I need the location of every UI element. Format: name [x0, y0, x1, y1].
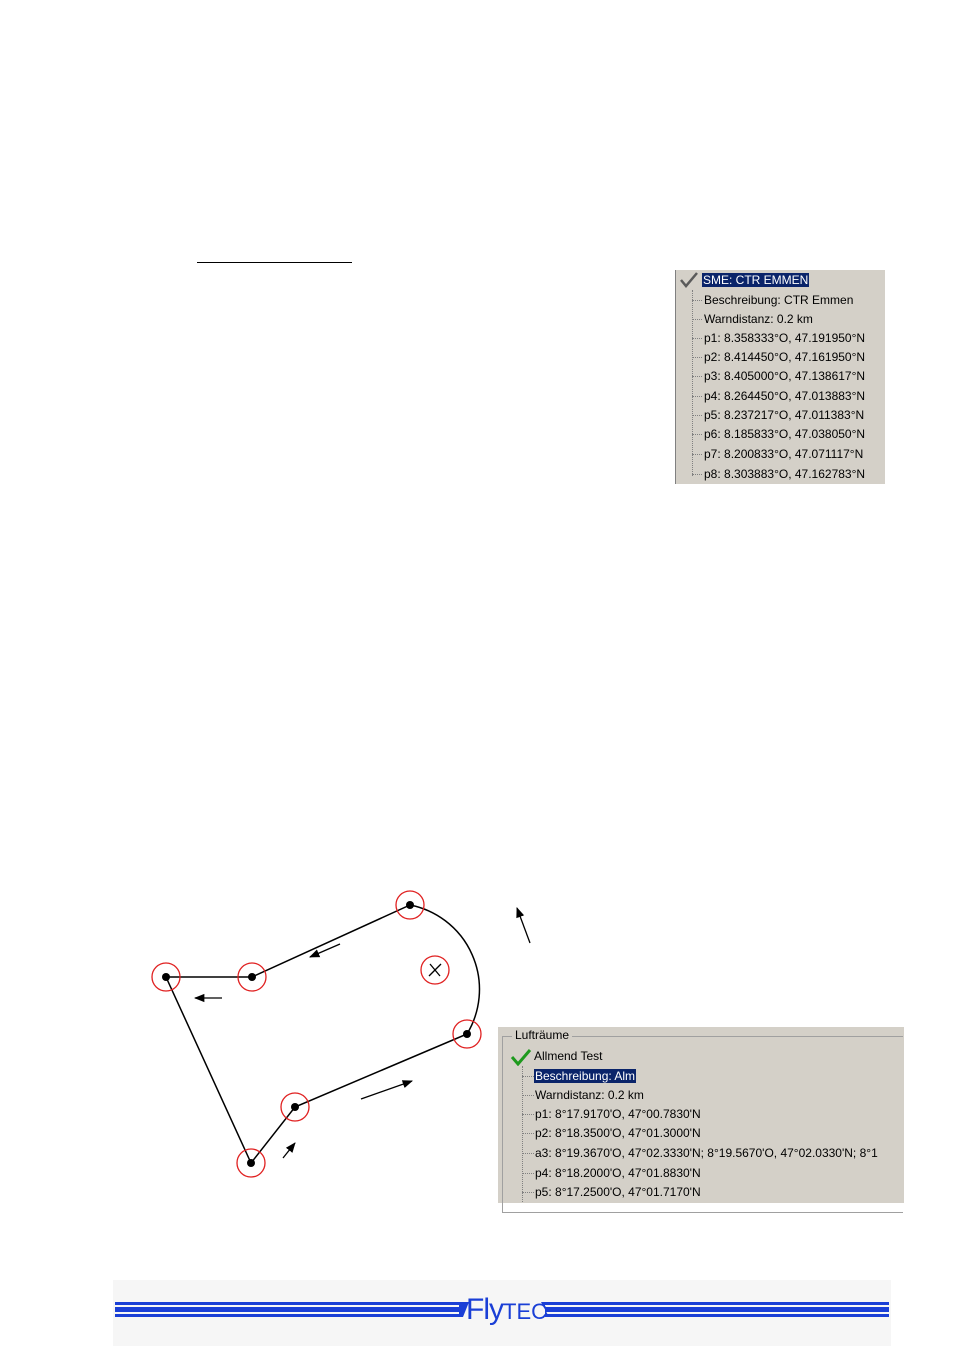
- tree-item[interactable]: p7: 8.200833°O, 47.071117°N: [704, 447, 864, 461]
- direction-arrow: [283, 1143, 295, 1158]
- airspace-tree-content: [498, 1027, 904, 1203]
- tree-item[interactable]: p4: 8.264450°O, 47.013883°N: [704, 389, 866, 403]
- tree-item[interactable]: Warndistanz: 0.2 km: [704, 312, 813, 326]
- tree-item[interactable]: p5: 8°17.2500'O, 47°01.7170'N: [535, 1185, 701, 1199]
- direction-arrow: [517, 908, 530, 943]
- tree-item[interactable]: Warndistanz: 0.2 km: [535, 1088, 644, 1102]
- tree-item[interactable]: p2: 8°18.3500'O, 47°01.3000'N: [535, 1126, 701, 1140]
- tree-connector: [522, 1066, 523, 1202]
- tree-item[interactable]: p3: 8.405000°O, 47.138617°N: [704, 369, 866, 383]
- tree-root-label: SME: CTR EMMEN: [703, 273, 809, 287]
- airspace-outline: [166, 905, 479, 1163]
- tree-item[interactable]: p5: 8.237217°O, 47.011383°N: [704, 408, 865, 422]
- cross-icon: [429, 964, 441, 976]
- tree-item[interactable]: p1: 8.358333°O, 47.191950°N: [704, 331, 866, 345]
- tree-item-selected[interactable]: Beschreibung: Alm: [535, 1069, 636, 1083]
- flytec-logo: FlyTEC: [466, 1293, 547, 1326]
- tree-item[interactable]: a3: 8°19.3670'O, 47°02.3330'N; 8°19.5670'O, 47°02.0330'N; 8°1: [535, 1146, 878, 1160]
- direction-arrow: [310, 944, 340, 957]
- tree-root-label: Allmend Test: [534, 1049, 603, 1063]
- tree-item[interactable]: Beschreibung: CTR Emmen: [704, 293, 854, 307]
- tree-item[interactable]: p8: 8.303883°O, 47.162783°N: [704, 467, 866, 481]
- tree-item[interactable]: p1: 8°17.9170'O, 47°00.7830'N: [535, 1107, 701, 1121]
- groupbox-label: Lufträume: [512, 1028, 572, 1042]
- direction-arrow: [361, 1081, 412, 1099]
- checkmark-icon: [510, 1048, 532, 1066]
- tree-item[interactable]: p6: 8.185833°O, 47.038050°N: [704, 427, 866, 441]
- tree-item[interactable]: p4: 8°18.2000'O, 47°01.8830'N: [535, 1166, 701, 1180]
- tree-item[interactable]: p2: 8.414450°O, 47.161950°N: [704, 350, 866, 364]
- tree-root-item[interactable]: [533, 1047, 603, 1065]
